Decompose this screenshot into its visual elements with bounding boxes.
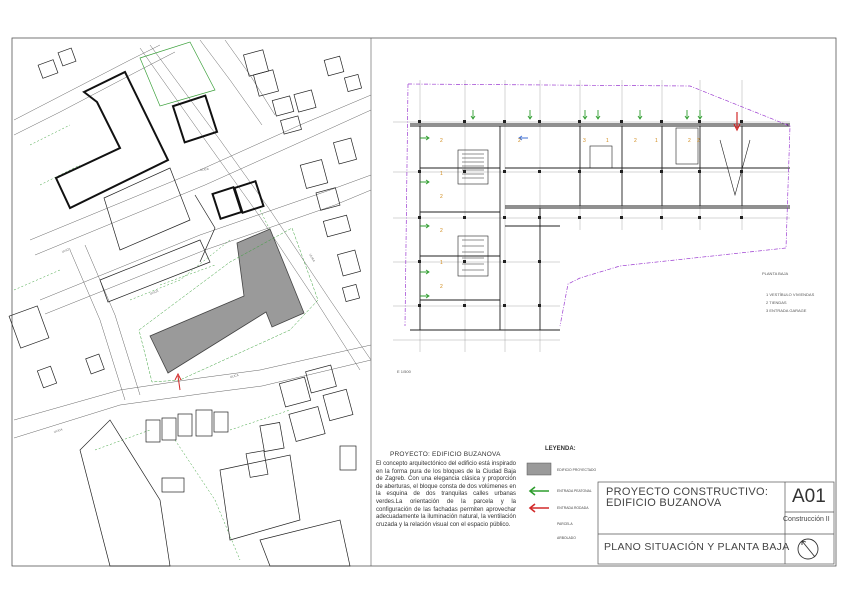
legend-red-arrow bbox=[530, 504, 549, 512]
site-car-entry-arrow bbox=[175, 374, 181, 390]
plan-room-numbers bbox=[440, 138, 700, 290]
legend-label-building: EDIFICIO PROYECTADO bbox=[557, 468, 597, 472]
title-block-project bbox=[606, 487, 768, 509]
room-number: 1 bbox=[606, 138, 609, 144]
room-number: 1 bbox=[440, 171, 443, 177]
legend-title: LEYENDA: bbox=[545, 446, 576, 452]
room-number: 2 bbox=[440, 138, 443, 144]
street-label: ULICA bbox=[308, 253, 317, 263]
sheet-code: A01 bbox=[792, 486, 826, 507]
room-number: 3 bbox=[583, 138, 586, 144]
room-number: 2 bbox=[440, 228, 443, 234]
plan-columns bbox=[418, 120, 743, 307]
plan-legend-item: 3 ENTRADA GARAGE bbox=[766, 308, 807, 313]
site-plan bbox=[9, 40, 371, 566]
street-label: ULICA bbox=[61, 246, 71, 254]
description-title: PROYECTO: EDIFICIO BUZANOVA bbox=[390, 451, 501, 458]
room-number: 2 bbox=[518, 138, 521, 144]
room-number: 2 bbox=[634, 138, 637, 144]
plan-walls bbox=[410, 124, 790, 330]
plan-cores bbox=[458, 128, 750, 276]
course-name: Construcción II bbox=[783, 516, 830, 523]
legend-symbols bbox=[527, 463, 551, 512]
room-number: 1 bbox=[655, 138, 658, 144]
north-arrow-icon bbox=[798, 539, 818, 559]
street-label: ULICA bbox=[53, 427, 64, 434]
ground-floor-plan bbox=[393, 80, 790, 352]
street-label: ULICA bbox=[149, 288, 159, 296]
street-label: ULICA bbox=[229, 372, 240, 379]
plan-legend-item: 1 VESTÍBULO VIVIENDAS bbox=[766, 292, 815, 297]
legend-green-arrow bbox=[530, 487, 549, 495]
street-label: ULICA bbox=[199, 166, 210, 172]
legend-label-trees: ARBOLADO bbox=[557, 536, 576, 540]
legend-label-parcel: PARCELA bbox=[557, 522, 573, 526]
project-line-2: EDIFICIO BUZANOVA bbox=[606, 497, 722, 509]
room-number: 2 bbox=[697, 138, 700, 144]
legend-label-pedestrian: ENTRADA PEATONAL bbox=[557, 489, 592, 493]
project-line-1: PROYECTO CONSTRUCTIVO: bbox=[606, 486, 769, 498]
plan-grid bbox=[393, 80, 790, 352]
description-body: El concepto arquitectónico del edificio está inspirado en la forma pura de los bloques de la Ciudad Baja de Zagreb. Con una elegancia clásica y proporción de aberturas, el bloque consta de dos volúmenes en la esquina de dos tranquilas calles urbanas verdes.La orientación de la parcela y la configuración de las fachadas permiten aprovechar adecuadamente la iluminación natural, la ventilación cruzada y la relación visual con el espacio público. bbox=[376, 461, 516, 528]
site-trees bbox=[14, 125, 290, 560]
plan-parcel-line bbox=[405, 84, 790, 326]
plan-legend-title: PLANTA BAJA bbox=[762, 271, 789, 276]
room-number: 2 bbox=[440, 194, 443, 200]
site-landmark-buildings bbox=[56, 72, 263, 219]
room-number: 1 bbox=[440, 260, 443, 266]
plan-legend-item: 2 TIENDAS bbox=[766, 300, 787, 305]
room-number: 2 bbox=[688, 138, 691, 144]
legend-label-car: ENTRADA RODADA bbox=[557, 506, 589, 510]
plan-scale: E 1/500 bbox=[397, 369, 411, 374]
room-number: 2 bbox=[440, 284, 443, 290]
plan-car-entry-arrow bbox=[734, 112, 740, 130]
legend-building-swatch bbox=[527, 463, 551, 475]
sheet-title: PLANO SITUACIÓN Y PLANTA BAJA bbox=[604, 541, 790, 553]
